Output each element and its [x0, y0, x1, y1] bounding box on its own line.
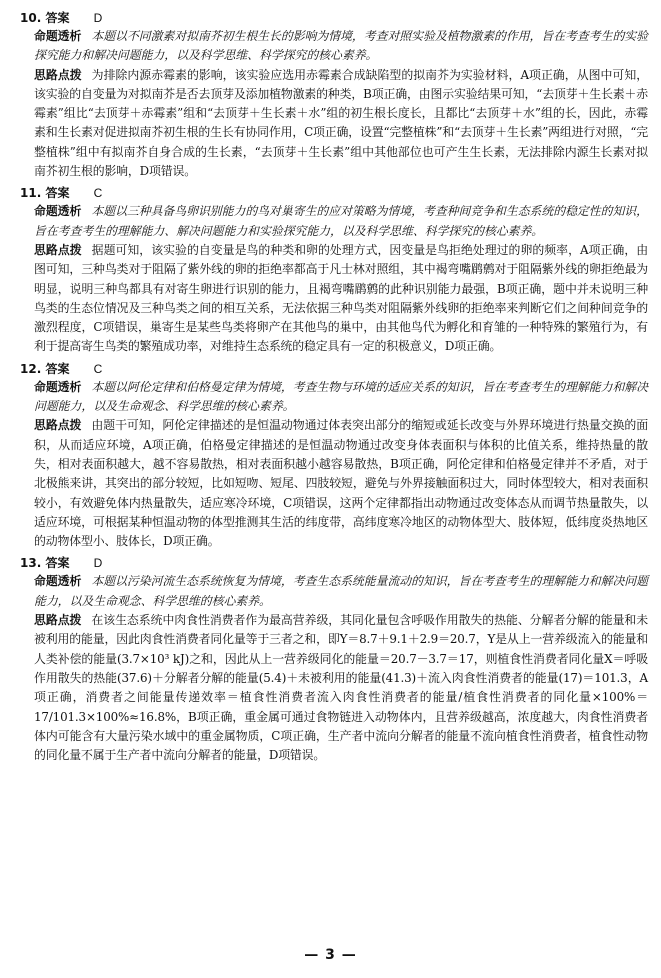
answer-line — [20, 184, 648, 202]
hint-label: 思路点拨 — [34, 613, 82, 628]
question-number: 12. — [20, 361, 42, 376]
answer-label: 答案 — [45, 361, 70, 376]
answer-line — [20, 554, 648, 572]
analysis-label: 命题透析 — [34, 574, 82, 589]
analysis-paragraph — [20, 378, 648, 417]
analysis-label: 命题透析 — [34, 204, 82, 219]
analysis-label: 命题透析 — [34, 379, 82, 394]
answer-content — [20, 9, 648, 768]
question-13 — [20, 554, 648, 765]
question-10 — [20, 9, 648, 181]
hint-paragraph — [20, 241, 648, 357]
answer-value: D — [93, 556, 103, 571]
hint-paragraph — [20, 66, 648, 182]
hint-text: 由题干可知，阿伦定律描述的是恒温动物通过体表突出部分的缩短或延长改变与外界环境进行热量交换的面积，从而适应环境，A项正确，伯格曼定律描述的是恒温动物通过改变身体表面积与体积的比值关系，维持热量的散失，相对表面积越大，越不容易散热，相对表面积越小越容易散热，B项正确，阿伦定律和伯格曼定律并不矛盾，对于北极熊来讲，其突出的部分较短，比如短吻、短尾、四肢较短，避免与外界接触面积过大，同时体型较大，相对表面积较小，有效避免体内热量散失，适应寒冷环境，C项错误，这两个定律都指出动物通过改变体态从而调节热量散失，以适应环境，可根据某种恒温动物的体型推测其生活的纬度带，高纬度寒冷地区的动物体型大、肢体短，低纬度炎热地区的动物体型小、肢体长，D项正确。 — [34, 418, 649, 549]
answer-value: C — [93, 186, 103, 201]
analysis-label: 命题透析 — [34, 29, 82, 43]
answer-value: D — [93, 11, 103, 25]
analysis-text: 本题以三种具备鸟卵识别能力的鸟对巢寄生的应对策略为情境，考查种间竞争和生态系统的稳定性的知识，旨在考查考生的理解能力、解决问题能力和实验探究能力，以及科学思维、科学探究的核心素养。 — [34, 204, 648, 238]
hint-label: 思路点拨 — [34, 418, 82, 433]
answer-label: 答案 — [45, 11, 70, 25]
hint-text: 据题可知，该实验的自变量是鸟的种类和卵的处理方式，因变量是鸟拒绝处理过的卵的频率，A项正确，由图可知，三种鸟类对于阻隔了紫外线的卵的拒绝率都高于凡士林对照组，其中褐弯嘴鹛鹩对于阻隔紫外线的卵拒绝最为明显，说明三种鸟都具有对寄生卵进行识别的能力，且褐弯嘴鹛鹩的此种识别能力最强，B项正确，题中并未说明三种鸟类的生态位情况及三种鸟类之间的相互关系，无法依据三种鸟类对阻隔紫外线卵的拒绝率来判断它们之间种间竞争的激烈程度，C项错误，巢寄生是某些鸟类将卵产在其他鸟的巢中，由其他鸟代为孵化和育雏的一种特殊的繁殖行为，有利于提高寄生鸟类的繁殖成功率，对维持生态系统的稳定具有一定的积极意义，D项正确。 — [34, 242, 648, 354]
analysis-text: 本题以污染河流生态系统恢复为情境，考查生态系统能量流动的知识，旨在考查考生的理解能力和解决问题能力，以及生命观念、科学思维的核心素养。 — [34, 574, 648, 608]
answer-line — [20, 9, 648, 27]
analysis-text: 本题以不同激素对拟南芥初生根生长的影响为情境，考查对照实验及植物激素的作用，旨在考查考生的实验探究能力和解决问题能力，以及科学思维、科学探究的核心素养。 — [34, 29, 648, 63]
answer-value: C — [93, 361, 103, 376]
question-11 — [20, 184, 648, 356]
question-number: 13. — [20, 556, 42, 571]
analysis-paragraph — [20, 572, 648, 611]
hint-label: 思路点拨 — [34, 242, 82, 257]
question-12 — [20, 360, 648, 552]
hint-label: 思路点拨 — [34, 67, 82, 82]
analysis-paragraph — [20, 202, 648, 241]
hint-paragraph — [20, 416, 648, 551]
page-number: — 3 — — [304, 947, 357, 963]
answer-line — [20, 360, 648, 378]
question-number: 11. — [20, 186, 42, 201]
answer-label: 答案 — [45, 186, 70, 201]
analysis-paragraph — [20, 27, 648, 66]
hint-text: 在该生态系统中肉食性消费者作为最高营养级，其同化量包含呼吸作用散失的热能、分解者分解的能量和未被利用的能量，因此肉食性消费者同化量等于三者之和，即Y＝8.7＋9.1＋2.9＝20.7，Y是从上一营养级流入的能量和人类补偿的能量(3.7×10³ kJ)之和，因此从上一营养级同化的能量＝20.7－3.7＝17，则植食性消费者同化量X＝呼吸作用散失的热能(37.6)＋分解者分解的能量(5.4)＋未被利用的能量(41.3)＋流入肉食性消费者的能量(17)＝101.3，A项正确，消费者之间能量传递效率＝植食性消费者流入肉食性消费者的能量/植食性消费者的同化量×100%＝17/101.3×100%≈16.8%，B项正确，重金属可通过食物链进入动物体内，且营养级越高，浓度越大，肉食性消费者体内可能含有大量污染水域中的重金属物质，C项正确，生产者中流向分解者的能量不流向植食性消费者，植食性动物的同化量不属于生产者中流向分解者的能量，D项错误。 — [34, 613, 649, 763]
question-number: 10. — [20, 11, 42, 25]
hint-text: 为排除内源赤霉素的影响，该实验应选用赤霉素合成缺陷型的拟南芥为实验材料，A项正确，从图中可知，该实验的自变量为对拟南芥是否去顶芽及添加植物激素的种类，B项正确，由图示实验结果可知，“去顶芽＋生长素＋赤霉素”组比“去顶芽＋赤霉素”组和“去顶芽＋生长素＋水”组的初生根长度长，且都比“去顶芽＋水”组的长，因此，赤霉素和生长素对促进拟南芥初生根的生长有协同作用，C项正确，设置“完整植株”和“去顶芽＋生长素”两组进行对照，“完整植株”组中有拟南芥自身合成的生长素，“去顶芽＋生长素”组中其他部位也可产生生长素，无法排除内源生长素对拟南芥初生根的影响，D项错误。 — [34, 67, 648, 179]
analysis-text: 本题以阿伦定律和伯格曼定律为情境，考查生物与环境的适应关系的知识，旨在考查考生的理解能力和解决问题能力，以及生命观念、科学思维的核心素养。 — [34, 379, 648, 414]
answer-label: 答案 — [45, 556, 70, 571]
hint-paragraph — [20, 611, 648, 765]
